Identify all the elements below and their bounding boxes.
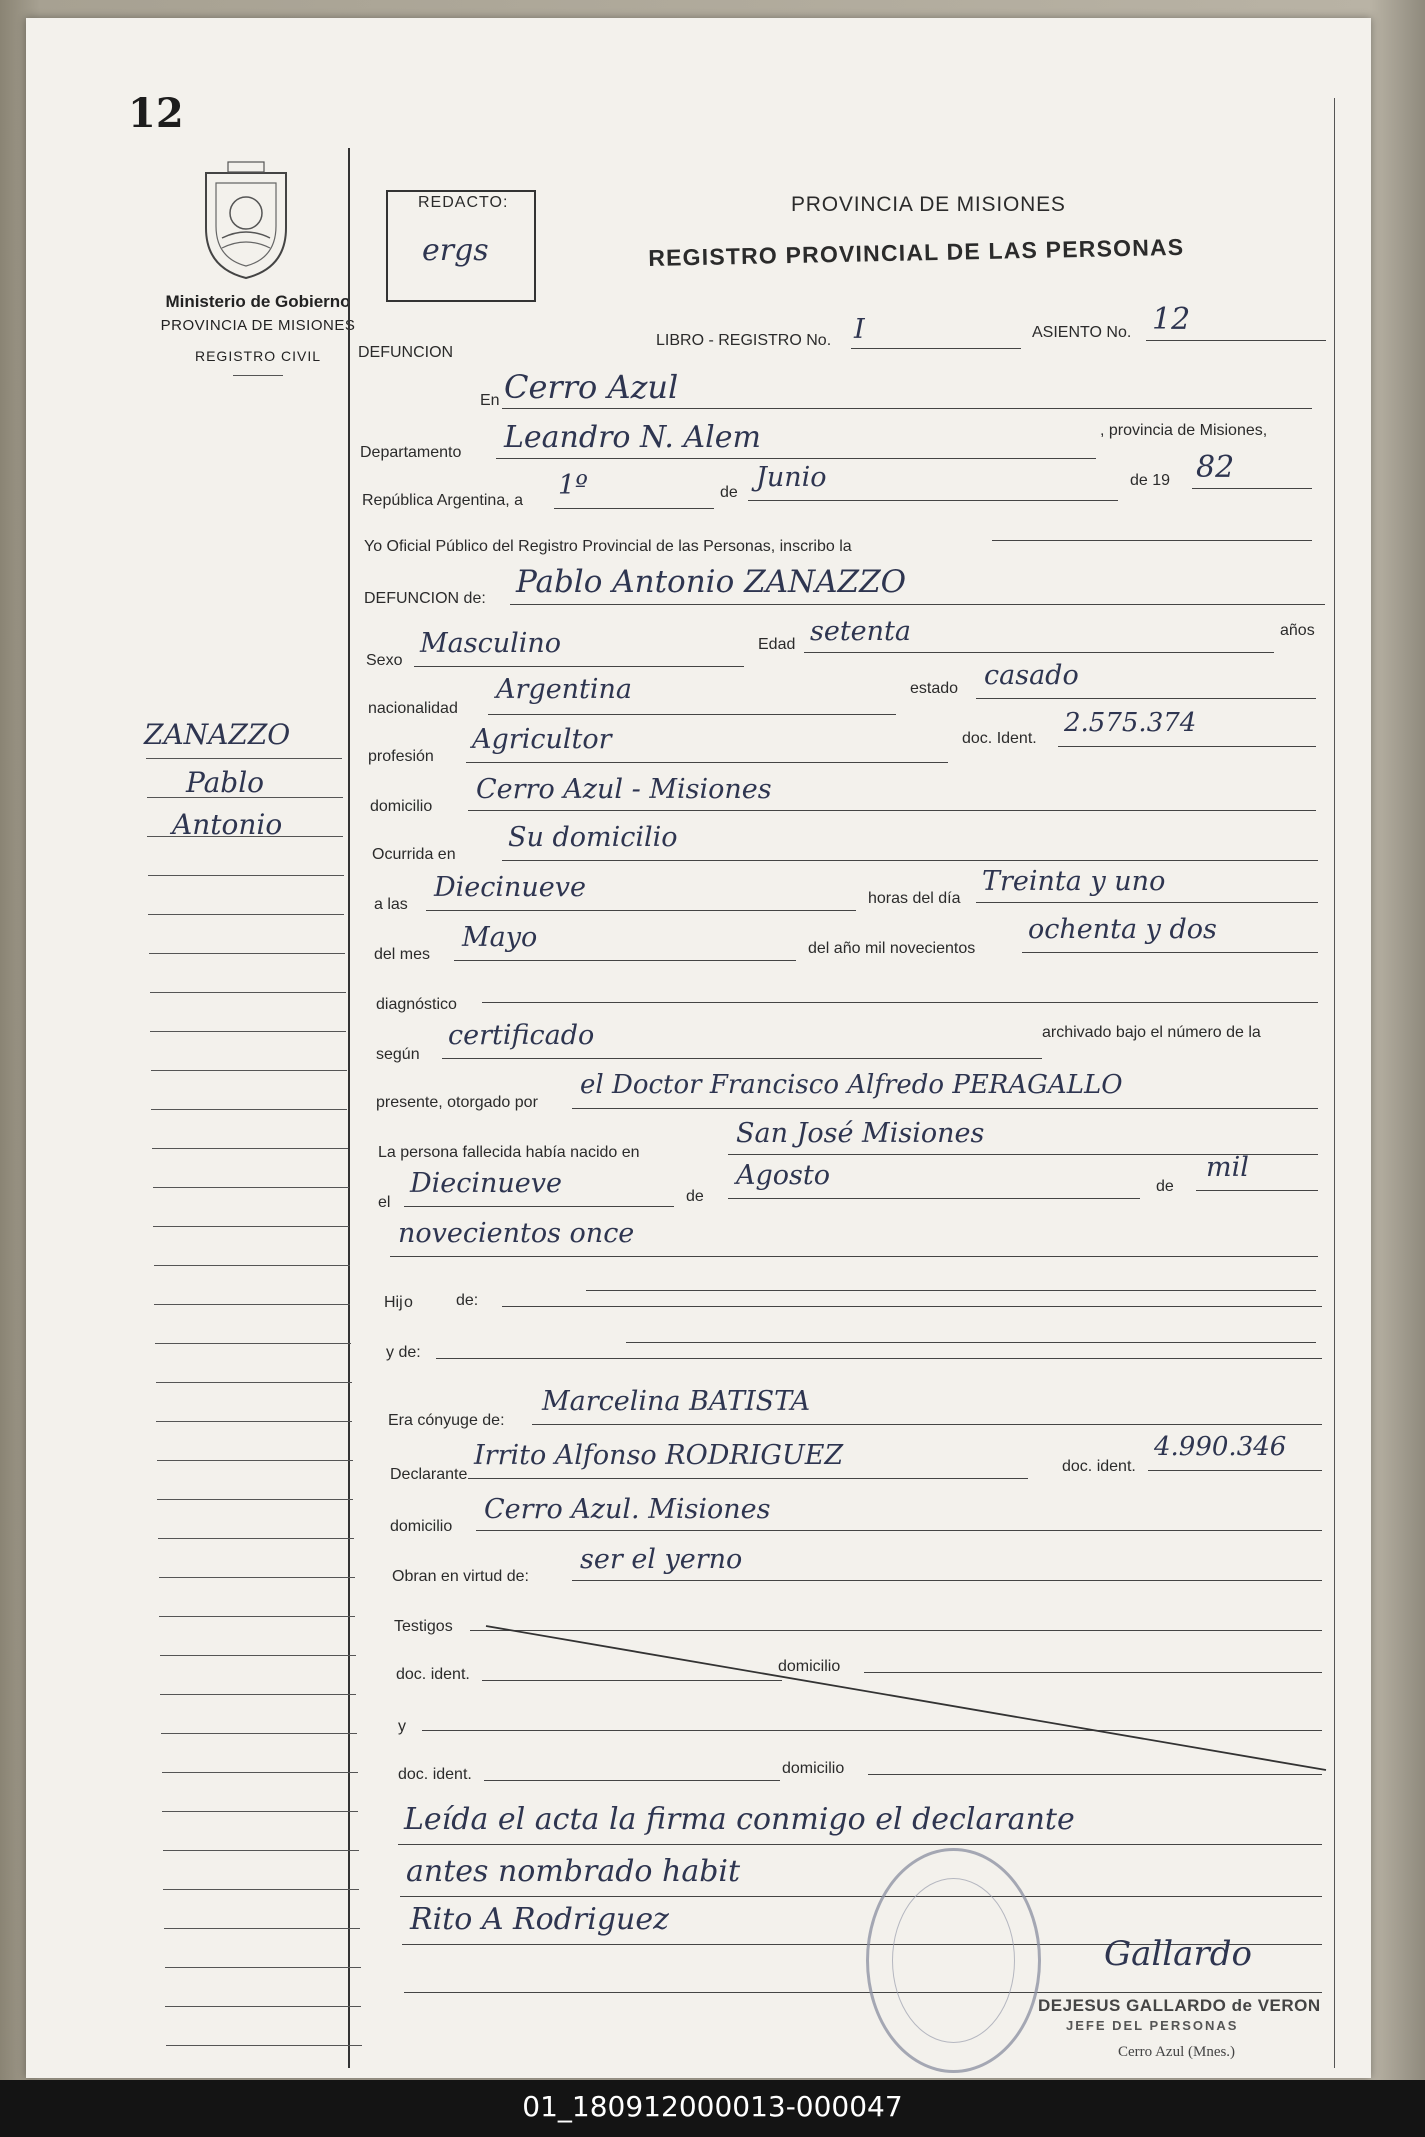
ministry-registry: REGISTRO CIVIL — [194, 348, 322, 365]
departamento-line — [496, 458, 1096, 459]
conyuge-label: Era cónyuge de: — [388, 1412, 505, 1429]
el-de-label-2: de — [1156, 1178, 1174, 1195]
el-month-line — [728, 1198, 1140, 1199]
republica-year: 82 — [1196, 450, 1235, 485]
el-label: el — [378, 1194, 391, 1211]
province-header: PROVINCIA DE MISIONES — [791, 193, 1066, 216]
conyuge-line — [532, 1424, 1322, 1425]
margin-rule — [159, 1577, 355, 1578]
closing-line-4-rule — [404, 1992, 1322, 1993]
en-label: En — [480, 392, 500, 409]
closing-line-1: Leída el acta la firma conmigo el declarante — [404, 1802, 1075, 1837]
domicilio-1-label: domicilio — [370, 798, 433, 815]
margin-rule — [155, 1343, 351, 1344]
a-las-value: Diecinueve — [434, 872, 587, 903]
presente-value: el Doctor Francisco Alfredo PERAGALLO — [580, 1070, 1123, 1100]
domicilio-1-line — [468, 810, 1316, 811]
ocurrida-value: Su domicilio — [508, 822, 678, 853]
margin-rule — [160, 1694, 356, 1695]
margin-rule — [148, 914, 344, 915]
el-year-line — [1196, 1190, 1318, 1191]
margin-rule — [157, 1499, 353, 1500]
testigos-label: Testigos — [394, 1618, 453, 1635]
margin-note-surname: ZANAZZO — [144, 718, 291, 751]
anio-label: del año mil novecientos — [808, 940, 976, 957]
declarante-value: Irrito Alfonso RODRIGUEZ — [474, 1440, 844, 1471]
anio-line — [1022, 952, 1318, 953]
edad-value: setenta — [810, 616, 911, 647]
del-mes-value: Mayo — [462, 922, 538, 953]
y-de-label: y de: — [386, 1344, 421, 1361]
year-continuation-line — [390, 1256, 1318, 1257]
nacido-label: La persona fallecida había nacido en — [378, 1144, 640, 1161]
asiento-value: 12 — [1152, 302, 1191, 337]
margin-rule — [163, 1889, 359, 1890]
margin-rule — [163, 1850, 359, 1851]
ocurrida-line — [502, 860, 1318, 861]
anio-value: ochenta y dos — [1028, 914, 1217, 945]
conyuge-value: Marcelina BATISTA — [542, 1386, 811, 1417]
document-page — [26, 18, 1371, 2078]
republica-month-line — [748, 500, 1118, 501]
nacionalidad-line — [488, 714, 896, 715]
testigo-2-dom-label: domicilio — [782, 1760, 845, 1777]
estado-label: estado — [910, 680, 959, 697]
margin-note-middle: Antonio — [172, 808, 283, 841]
margin-rule — [165, 1967, 361, 1968]
dia-line — [976, 902, 1318, 903]
edad-label: Edad — [758, 636, 796, 653]
ministry-title: Ministerio de Gobierno — [165, 292, 351, 311]
departamento-suffix: , provincia de Misiones, — [1100, 422, 1268, 439]
margin-rule — [161, 1733, 357, 1734]
signature-declarante: Rito A Rodriguez — [410, 1902, 669, 1937]
domicilio-2-line — [476, 1530, 1322, 1531]
margin-rule — [147, 797, 343, 798]
margin-rule — [147, 836, 343, 837]
edad-unit: años — [1280, 622, 1315, 639]
testigo-y-label: y — [398, 1718, 406, 1735]
margin-rule — [157, 1460, 353, 1461]
departamento-label: Departamento — [360, 444, 462, 461]
declarante-label: Declarante — [390, 1466, 468, 1483]
margin-rule — [159, 1616, 355, 1617]
domicilio-2-value: Cerro Azul. Misiones — [484, 1494, 771, 1525]
official-place: Cerro Azul (Mnes.) — [1118, 2044, 1236, 2060]
closing-line-2-rule — [400, 1896, 1322, 1897]
margin-rule — [150, 1031, 346, 1032]
margin-rule — [162, 1811, 358, 1812]
oficial-text: Yo Oficial Público del Registro Provincial de las Personas, inscribo la — [364, 538, 852, 555]
en-value: Cerro Azul — [504, 368, 679, 406]
margin-rule — [150, 992, 346, 993]
republica-day: 1º — [558, 470, 588, 501]
obran-label: Obran en virtud de: — [392, 1568, 529, 1585]
margin-rule — [153, 1187, 349, 1188]
margin-rule — [152, 1148, 348, 1149]
record-type: DEFUNCION — [358, 344, 454, 361]
horas-label: horas del día — [868, 890, 961, 907]
margin-rule — [160, 1655, 356, 1656]
margin-rule — [164, 1928, 360, 1929]
margin-rule — [166, 2045, 362, 2046]
official-title: JEFE DEL PERSONAS — [1066, 2018, 1239, 2033]
declarante-line — [468, 1478, 1028, 1479]
doc-ident-1-label: doc. Ident. — [962, 730, 1037, 747]
republica-year-label: de 19 — [1130, 472, 1171, 489]
oficial-line — [992, 540, 1312, 541]
domicilio-2-label: domicilio — [390, 1518, 453, 1535]
sexo-line — [414, 666, 744, 667]
nacido-value: San José Misiones — [736, 1118, 985, 1149]
margin-note-first: Pablo — [186, 766, 265, 799]
testigo-1-doc-label: doc. ident. — [396, 1666, 470, 1683]
ministry-divider — [233, 375, 283, 376]
witness-strike-line — [466, 1618, 1336, 1778]
segun-line — [442, 1058, 1042, 1059]
margin-rule — [154, 1304, 350, 1305]
y-de-line — [436, 1358, 1322, 1359]
edad-line — [804, 652, 1274, 653]
doc-ident-1-value: 2.575.374 — [1064, 708, 1197, 738]
del-mes-line — [454, 960, 796, 961]
closing-line-2: antes nombrado habit — [406, 1854, 741, 1889]
segun-value: certificado — [448, 1020, 595, 1051]
asiento-line — [1146, 340, 1326, 341]
presente-label: presente, otorgado por — [376, 1094, 538, 1111]
defuncion-de-line — [510, 604, 1325, 605]
del-mes-label: del mes — [374, 946, 431, 963]
nacionalidad-value: Argentina — [496, 674, 633, 705]
signature-official: Gallardo — [1104, 1934, 1252, 1974]
obran-line — [572, 1580, 1322, 1581]
declarante-doc-value: 4.990.346 — [1154, 1432, 1287, 1462]
declarante-doc-label: doc. ident. — [1062, 1458, 1136, 1475]
hijo-line — [502, 1306, 1322, 1307]
registry-header: REGISTRO PROVINCIAL DE LAS PERSONAS — [648, 233, 1185, 271]
diagnostico-line — [482, 1002, 1318, 1003]
ministry-province: PROVINCIA DE MISIONES — [160, 316, 356, 334]
a-las-label: a las — [374, 896, 408, 913]
el-day-line — [404, 1206, 674, 1207]
official-name: DEJESUS GALLARDO de VERON — [1038, 1996, 1321, 2015]
defuncion-de-label: DEFUNCION de: — [364, 590, 486, 607]
ocurrida-label: Ocurrida en — [372, 846, 456, 863]
hijo-de-label: de: — [456, 1292, 479, 1309]
republica-label: República Argentina, a — [362, 492, 523, 509]
margin-rule — [156, 1421, 352, 1422]
sexo-value: Masculino — [420, 628, 562, 659]
nacionalidad-label: nacionalidad — [368, 700, 458, 717]
closing-line-1-rule — [398, 1844, 1322, 1845]
margin-divider — [348, 148, 350, 2068]
margin-rule — [151, 1070, 347, 1071]
official-seal-inner — [892, 1878, 1015, 2043]
presente-line — [572, 1108, 1318, 1109]
y-de-line-2 — [626, 1342, 1316, 1343]
el-day: Diecinueve — [410, 1168, 563, 1199]
testigo-2-doc-label: doc. ident. — [398, 1766, 472, 1783]
year-continuation: novecientos once — [398, 1218, 635, 1249]
margin-rule — [148, 875, 344, 876]
hijo-label: Hij — [384, 1294, 403, 1311]
margin-rule — [146, 758, 342, 759]
image-filename: 01_180912000013-000047 — [522, 2090, 903, 2123]
el-month: Agosto — [736, 1160, 830, 1191]
republica-month: Junio — [756, 462, 827, 493]
profesion-line — [466, 762, 948, 763]
sexo-label: Sexo — [366, 652, 403, 669]
a-las-line — [426, 910, 856, 911]
page-number: 12 — [128, 90, 184, 137]
el-de-label: de — [686, 1188, 704, 1205]
margin-rule — [149, 953, 345, 954]
en-line — [502, 408, 1312, 409]
redacto-value: ergs — [422, 233, 489, 268]
margin-rule — [154, 1265, 350, 1266]
libro-line — [851, 348, 1021, 349]
declarante-doc-line — [1148, 1470, 1322, 1471]
libro-value: I — [854, 314, 865, 345]
margin-rule — [156, 1382, 352, 1383]
profesion-value: Agricultor — [472, 724, 612, 755]
doc-ident-1-line — [1058, 746, 1316, 747]
hijo-line-2 — [586, 1290, 1316, 1291]
republica-day-line — [554, 508, 714, 509]
dia-value: Treinta y uno — [982, 866, 1166, 897]
hijo-suffix: o — [404, 1294, 413, 1311]
libro-label: LIBRO - REGISTRO No. — [656, 332, 832, 349]
republica-de-label: de — [720, 484, 738, 501]
obran-value: ser el yerno — [580, 1544, 743, 1575]
margin-rule — [162, 1772, 358, 1773]
testigo-1-dom-label: domicilio — [778, 1658, 841, 1675]
margin-rule — [153, 1226, 349, 1227]
republica-year-line — [1192, 488, 1312, 489]
redacto-label: REDACTO: — [418, 194, 509, 211]
ministry-block — [138, 290, 378, 376]
segun-label: según — [376, 1046, 420, 1063]
asiento-label: ASIENTO No. — [1032, 324, 1132, 341]
testigo-2-doc-line — [484, 1780, 780, 1781]
profesion-label: profesión — [368, 748, 434, 765]
estado-line — [976, 698, 1316, 699]
defuncion-de-value: Pablo Antonio ZANAZZO — [516, 564, 907, 600]
domicilio-1-value: Cerro Azul - Misiones — [476, 774, 772, 805]
estado-value: casado — [984, 660, 1079, 691]
margin-rule — [158, 1538, 354, 1539]
el-year-start: mil — [1206, 1152, 1249, 1183]
margin-rule — [165, 2006, 361, 2007]
departamento-value: Leandro N. Alem — [504, 420, 761, 455]
margin-rule — [151, 1109, 347, 1110]
diagnostico-label: diagnóstico — [376, 996, 457, 1013]
segun-suffix: archivado bajo el número de la — [1042, 1024, 1261, 1041]
coat-of-arms-icon — [186, 158, 306, 283]
